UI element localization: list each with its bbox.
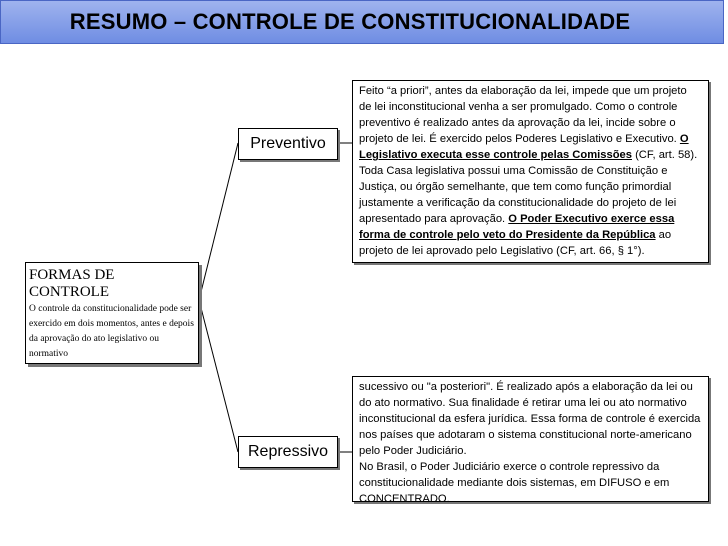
preventivo-text-3: ao projeto de lei aprovado pelo Legislativo (CF, art. 66, § 1°).	[359, 229, 672, 257]
preventivo-text-1: Feito “a priori”, antes da elaboração da lei, impede que um projeto de lei inconstitucional venha a ser promulgado. Como o controle preventivo é realizado antes da aprovação da lei, incide sobre o projeto de lei. É exercido pelos Poderes Legislativo e Executivo.	[359, 85, 687, 145]
connector-root-preventivo	[199, 143, 238, 300]
repressivo-label: Repressivo	[247, 443, 329, 460]
repressivo-node	[238, 436, 338, 468]
preventivo-text-2: (CF, art. 58). Toda Casa legislativa possui uma Comissão de Constituição e Justiça, ou órgão semelhante, que tem como função primordial justamente a verificação da constitucionalidade do projeto de lei apresentado para aprovação.	[359, 149, 698, 225]
root-heading-line2: CONTROLE	[29, 284, 109, 300]
page-title: RESUMO – CONTROLE DE CONSTITUCIONALIDADE	[69, 9, 631, 34]
repressivo-description	[353, 377, 708, 509]
preventivo-bold-1: O Legislativo executa esse controle pelas Comissões	[359, 133, 689, 161]
root-description: O controle da constitucionalidade pode ser exercido em dois momentos, antes e depois da aprovação do ato legislativo ou normativo	[29, 304, 194, 359]
preventivo-description-box	[352, 80, 709, 263]
repressivo-text-1: sucessivo ou "a posteriori". É realizado após a elaboração da lei ou do ato normativo. Sua finalidade é retirar uma lei ou ato normativo inconstitucional da esfera jurídica. Essa forma de controle é exercida nos países que adotaram o sistema constitucional norte-americano pelo Poder Judiciário.	[359, 381, 701, 457]
repressivo-text-2: No Brasil, o Poder Judiciário exerce o controle repressivo da constitucionalidade mediante dois sistemas, em DIFUSO e em CONCENTRADO.	[359, 461, 670, 505]
connector-root-repressivo	[199, 300, 238, 452]
root-heading-line1: FORMAS DE	[29, 267, 115, 283]
preventivo-label: Preventivo	[250, 135, 326, 152]
preventivo-description	[353, 81, 708, 261]
preventivo-bold-2: O Poder Executivo exerce essa forma de controle pelo veto do Presidente da República	[359, 213, 675, 241]
repressivo-description-box	[352, 376, 709, 505]
preventivo-node	[238, 128, 338, 160]
root-node	[25, 262, 199, 364]
